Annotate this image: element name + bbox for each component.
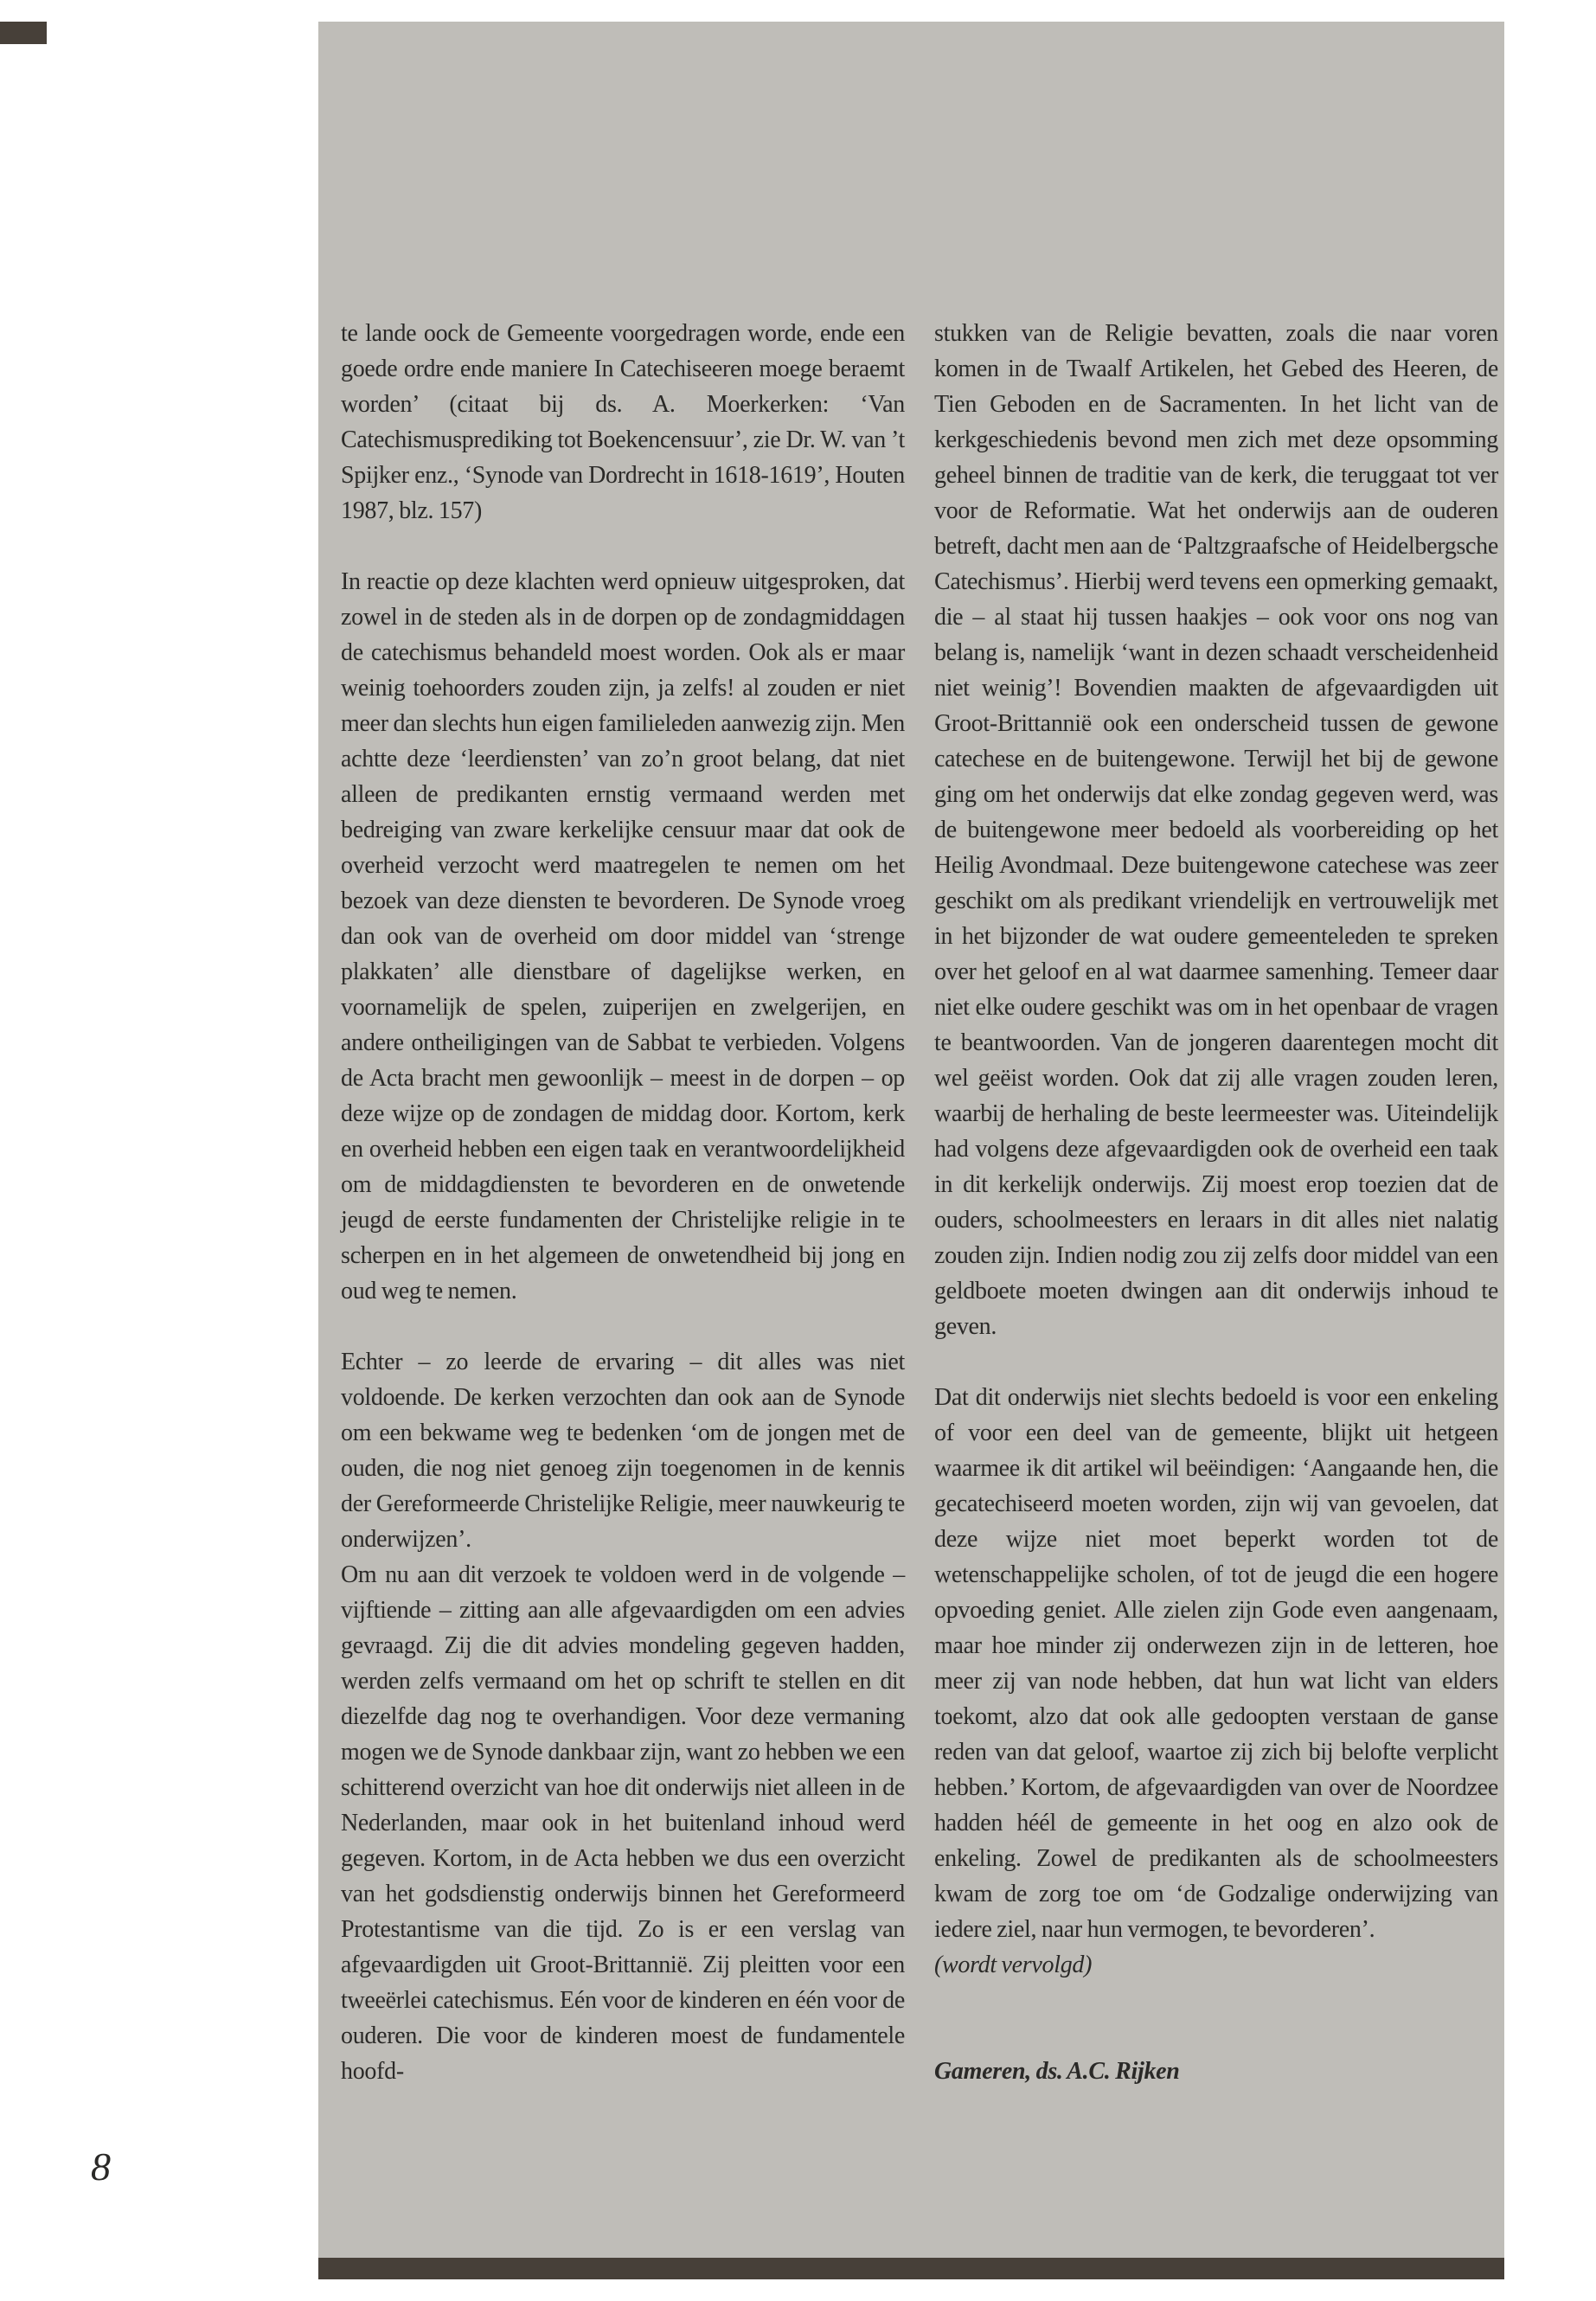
continuation-note: (wordt vervolgd): [934, 1952, 1093, 1978]
author-signature: Gameren, ds. A.C. Rijken: [934, 2058, 1180, 2085]
bottom-accent-bar: [318, 2258, 1504, 2279]
paragraph: Om nu aan dit verzoek te voldoen werd in de volgende – vijftiende – zitting aan alle afgevaardigden om een advies gevraagd. Zij die dit advies mondeling gegeven hadden, werden zelfs vermaand om het op schrift te stellen en dit diezelfde dag nog te overhandigen. Voor deze vermaning mogen we de Synode dankbaar zijn, want zo hebben we een schitterend overzicht van hoe dit onderwijs niet alleen in de Nederlanden, maar ook in het buitenland inhoud werd gegeven. Kortom, in de Acta hebben we dus een overzicht van het godsdienstig onderwijs binnen het Gereformeerd Protestantisme van die tijd. Zo is er een verslag van afgevaardigden uit Groot-Brittannië. Zij pleitten voor een tweeërlei catechismus. Eén voor de kinderen en één voor de ouderen. Die voor de kinderen moest de fundamentele hoofd-: [341, 1561, 905, 2085]
page-number: 8: [91, 2144, 111, 2189]
content-panel: [318, 22, 1504, 2258]
text-columns: [341, 316, 1504, 2089]
top-left-accent-bar: [0, 22, 47, 44]
right-column: [934, 316, 1498, 2089]
paragraph: Dat dit onderwijs niet slechts bedoeld is voor een enkeling of voor een deel van de gemeente, blijkt uit hetgeen waarmee ik dit artikel wil beëindigen: ‘Aangaande hen, die gecatechiseerd moeten worden, zijn wij van gevoelen, dat deze wijze niet moet beperkt worden tot de wetenschappelijke scholen, of tot de jeugd die een hogere opvoeding geniet. Alle zielen zijn Gode even aangenaam, maar hoe minder zij onderwezen zijn in de letteren, hoe meer zij van node hebben, dat hun wat licht van elders toekomt, alzo dat ook alle gedoopten verstaan de ganse reden van dat geloof, waartoe zij zich bij belofte verplicht hebben.’ Kortom, de afgevaardigden van over de Noordzee hadden héél de gemeente in het oog en alzo ook de enkeling. Zowel de predikanten als de schoolmeesters kwam de zorg toe om ‘de Godzalige onderwijzing van iedere ziel, naar hun vermogen, te bevorderen’.: [934, 1384, 1498, 1943]
paragraph: stukken van de Religie bevatten, zoals die naar voren komen in de Twaalf Artikelen, het Gebed des Heeren, de Tien Geboden en de Sacramenten. In het licht van de kerkgeschiedenis bevond men zich met deze opsomming geheel binnen de traditie van de kerk, die teruggaat tot ver voor de Reformatie. Wat het onderwijs aan de ouderen betreft, dacht men aan de ‘Paltzgraafsche of Heidelbergsche Catechismus’. Hierbij werd tevens een opmerking gemaakt, die – al staat hij tussen haakjes – ook voor ons nog van belang is, namelijk ‘want in dezen schaadt verscheidenheid niet weinig’! Bovendien maakten de afgevaardigden uit Groot-Brittannië ook een onderscheid tussen de gewone catechese en de buitengewone. Terwijl het bij de gewone ging om het onderwijs dat elke zondag gegeven werd, was de buitengewone meer bedoeld als voorbereiding op het Heilig Avondmaal. Deze buitengewone catechese was zeer geschikt om als predikant vriendelijk en vertrouwelijk met in het bijzonder de wat oudere gemeenteleden te spreken over het geloof en al wat daarmee samenhing. Temeer daar niet elke oudere geschikt was om in het openbaar de vragen te beantwoorden. Van de jongeren daarentegen mocht dit wel geëist worden. Ook dat zij alle vragen zouden leren, waarbij de herhaling de beste leermeester was. Uiteindelijk had volgens deze afgevaardigden ook de overheid een taak in dit kerkelijk onderwijs. Zij moest erop toezien dat de ouders, schoolmeesters en leraars in dit alles niet nalatig zouden zijn. Indien nodig zou zij zelfs door middel van een geldboete moeten dwingen aan dit onderwijs inhoud te geven.: [934, 320, 1498, 1340]
paragraph: Echter – zo leerde de ervaring – dit alles was niet voldoende. De kerken verzochten dan ook aan de Synode om een bekwame weg te bedenken ‘om de jongen met de ouden, die nog niet genoeg zijn toegenomen in de kennis der Gereformeerde Christelijke Religie, meer nauwkeurig te onderwijzen’.: [341, 1349, 905, 1553]
left-column: [341, 316, 905, 2089]
paragraph: In reactie op deze klachten werd opnieuw uitgesproken, dat zowel in de steden als in de dorpen op de zondagmiddagen de catechismus behandeld moest worden. Ook als er maar weinig toehoorders zouden zijn, ja zelfs! al zouden er niet meer dan slechts hun eigen familieleden aanwezig zijn. Men achtte deze ‘leerdiensten’ van zo’n groot belang, dat niet alleen de predikanten ernstig vermaand werden met bedreiging van zware kerkelijke censuur maar dat ook de overheid verzocht werd maatregelen te nemen om het bezoek van deze diensten te bevorderen. De Synode vroeg dan ook van de overheid om door middel van ‘strenge plakkaten’ alle dienstbare of dagelijkse werken, en voornamelijk de spelen, zuiperijen en zwelgerijen, en andere ontheiligingen van de Sabbat te verbieden. Volgens de Acta bracht men gewoonlijk – meest in de dorpen – op deze wijze op de zondagen de middag door. Kortom, kerk en overheid hebben een eigen taak en verantwoordelijkheid om de middagdiensten te bevorderen en de onwetende jeugd de eerste fundamenten der Christelijke religie in te scherpen en in het algemeen de onwetendheid bij jong en oud weg te nemen.: [341, 568, 905, 1304]
paragraph: te lande oock de Gemeente voorgedragen worde, ende een goede ordre ende maniere In Catechiseeren moege beraemt worden’ (citaat bij ds. A. Moerkerken: ‘Van Catechismusprediking tot Boekencensuur’, zie Dr. W. van ’t Spijker enz., ‘Synode van Dordrecht in 1618-1619’, Houten 1987, blz. 157): [341, 320, 905, 524]
